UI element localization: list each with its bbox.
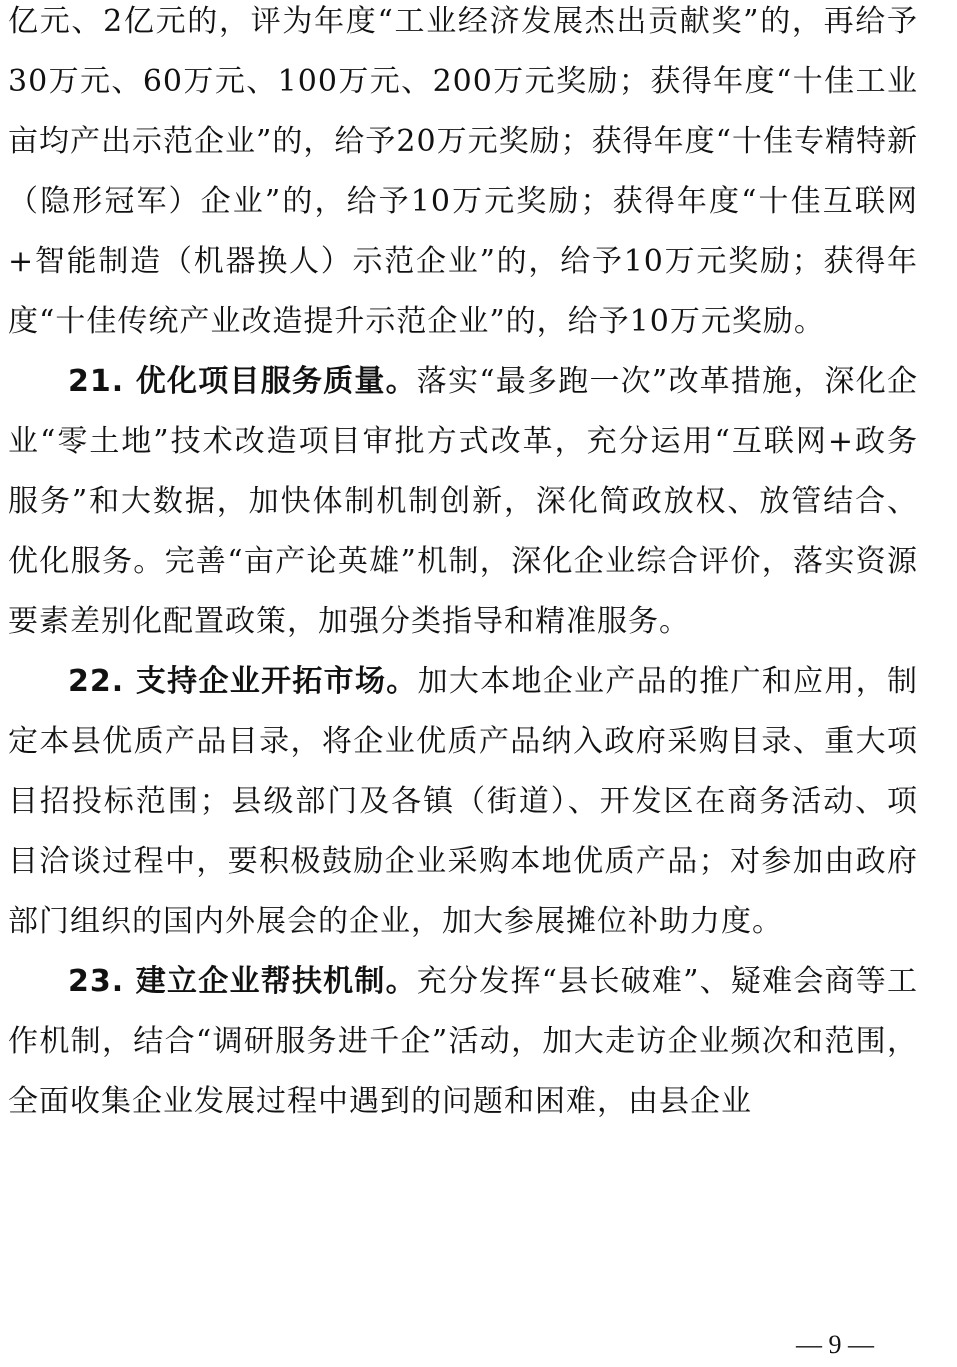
body-text (8, 0, 918, 1132)
page-number: — 9 — (796, 1330, 874, 1359)
paragraph-text: 落实“最多跑一次”改革措施，深化企业“零土地”技术改造项目审批方式改革，充分运用“互联网+政务服务”和大数据，加快体制机制创新，深化简政放权、放管结合、优化服务。完善“亩产论英雄”机制，深化企业综合评价，落实资源要素差别化配置政策，加强分类指导和精准服务。 (8, 364, 918, 639)
paragraph-heading: 23. 建立企业帮扶机制。 (68, 964, 417, 999)
paragraph-text: 加大本地企业产品的推广和应用，制定本县优质产品目录，将企业优质产品纳入政府采购目录、重大项目招投标范围；县级部门及各镇（街道）、开发区在商务活动、项目洽谈过程中，要积极鼓励企业采购本地优质产品；对参加由政府部门组织的国内外展会的企业，加大参展摊位补助力度。 (8, 664, 919, 939)
paragraph-21 (8, 352, 918, 652)
paragraph-text: 充分发挥“县长破难”、疑难会商等工作机制，结合“调研服务进千企”活动，加大走访企业频次和范围，全面收集企业发展过程中遇到的问题和困难，由县企业 (8, 964, 918, 1119)
paragraph-22 (8, 652, 918, 952)
paragraph-20-continuation (8, 0, 918, 352)
paragraph-heading: 21. 优化项目服务质量。 (68, 364, 417, 399)
paragraph-text: 亿元、2亿元的，评为年度“工业经济发展杰出贡献奖”的，再给予30万元、60万元、100万元、200万元奖励；获得年度“十佳工业亩均产出示范企业”的，给予20万元奖励；获得年度“十佳专精特新（隐形冠军）企业”的，给予10万元奖励；获得年度“十佳互联网+智能制造（机器换人）示范企业”的，给予10万元奖励；获得年度“十佳传统产业改造提升示范企业”的，给予10万元奖励。 (8, 4, 918, 339)
paragraph-heading: 22. 支持企业开拓市场。 (68, 664, 418, 699)
paragraph-23 (8, 952, 918, 1132)
